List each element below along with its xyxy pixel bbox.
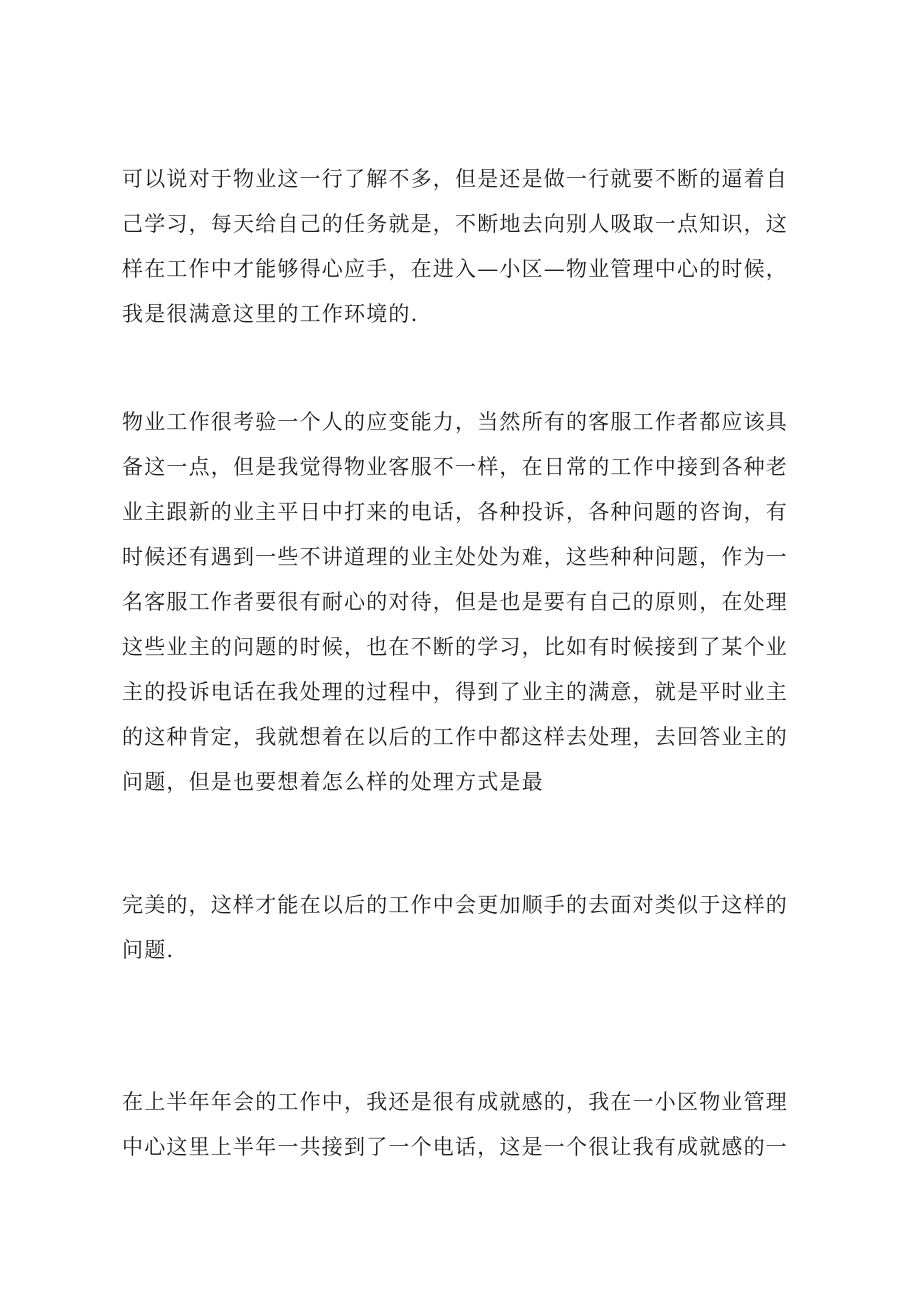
text-line: 主的投诉电话在我处理的过程中，得到了业主的满意，就是平时业主 [122,680,788,704]
text-line: 问题. [122,938,175,962]
text-line: 我是很满意这里的工作环境的. [122,302,419,326]
text-line: 可以说对于物业这一行了解不多，但是还是做一行就要不断的逼着自 [122,167,788,191]
paragraph-4 [122,1080,822,1170]
text-line: 问题，但是也要想着怎么样的处理方式是最 [122,770,544,794]
text-line: 己学习，每天给自己的任务就是，不断地去向别人吸取一点知识，这 [122,212,788,236]
text-line: 物业工作很考验一个人的应变能力，当然所有的客服工作者都应该具 [122,410,788,434]
paragraph-1 [122,157,822,337]
text-line: 在上半年年会的工作中，我还是很有成就感的，我在一小区物业管理 [122,1090,788,1114]
text-line: 样在工作中才能够得心应手，在进入—小区—物业管理中心的时候， [122,257,788,281]
paragraph-2 [122,400,822,805]
text-line: 名客服工作者要很有耐心的对待，但是也是要有自己的原则，在处理 [122,590,788,614]
text-line: 完美的，这样才能在以后的工作中会更加顺手的去面对类似于这样的 [122,893,788,917]
paragraph-3 [122,883,822,973]
text-line: 中心这里上半年一共接到了一个电话，这是一个很让我有成就感的一 [122,1135,788,1159]
text-line: 时候还有遇到一些不讲道理的业主处处为难，这些种种问题，作为一 [122,545,788,569]
text-line: 业主跟新的业主平日中打来的电话，各种投诉，各种问题的咨询，有 [122,500,788,524]
text-line: 备这一点，但是我觉得物业客服不一样，在日常的工作中接到各种老 [122,455,788,479]
text-line: 这些业主的问题的时候，也在不断的学习，比如有时候接到了某个业 [122,635,788,659]
text-line: 的这种肯定，我就想着在以后的工作中都这样去处理，去回答业主的 [122,725,788,749]
